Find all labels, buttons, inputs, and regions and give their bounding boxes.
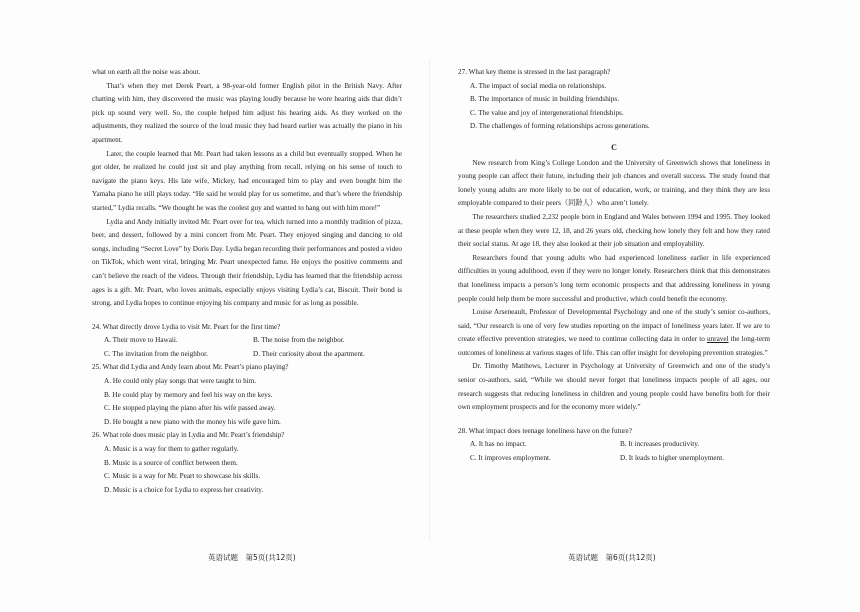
question-28 xyxy=(458,425,770,466)
options-row xyxy=(92,348,402,362)
options-row xyxy=(458,438,770,452)
question-stem: 24. What directly drove Lydia to visit Mr. Peart for the first time? xyxy=(92,322,281,331)
right-page xyxy=(458,66,770,466)
paragraph-text: Louise Arseneault, Professor of Developmental Psychology and one of the study’s senior co-authors, said, “Our research is one of very few studies reporting on the impact of loneliness years later. If we are to create effective prevention strategies, we need to continue collecting data in order to xyxy=(458,308,770,344)
option-a: A. The impact of social media on relationships. xyxy=(470,81,607,90)
option-a: A. Their move to Hawaii. xyxy=(104,336,178,345)
underlined-word: unravel xyxy=(706,335,729,344)
question-27 xyxy=(458,66,770,134)
question-25 xyxy=(92,361,402,429)
question-stem: 28. What impact does teenage loneliness have on the future? xyxy=(458,426,632,435)
options-row xyxy=(92,334,402,348)
question-stem: 26. What role does music play in Lydia and Mr. Peart’s friendship? xyxy=(92,431,285,440)
passage-paragraph: The researchers studied 2,232 people born in England and Wales between 1994 and 1995. They looked at these people when they were 12, 18, and 26 years old, checking how lonely they felt and how they rated their social status. At age 18, they also looked at their job situation and employability. xyxy=(458,212,770,249)
passage-paragraph: Lydia and Andy initially invited Mr. Peart over for tea, which turned into a monthly tradition of pizza, beer, and dessert, followed by a mini concert from Mr. Peart. They enjoyed singing and dancing to old songs, including “Secret Love” by Doris Day. Lydia began recording their performances and posted a video on TikTok, which went viral, bringing Mr. Peart unexpected fame. He enjoys the positive comments and can’t believe the reach of the videos. Through their friendship, Lydia has learned that the friendship across ages is a gift. Mr. Peart, who loves animals, especially enjoys visiting Lydia’s cat, Biscuit. Their bond is strong, and Lydia hopes to continue enjoying his company and music for as long as possible. xyxy=(92,217,402,308)
passage-paragraph: Dr. Timothy Matthews, Lecturer in Psychology at University of Greenwich and one of the study’s senior co-authors, said, “While we should never forget that loneliness impacts people of all ages, our research suggests that reducing loneliness in children and young people could have benefits both for their own employment prospects and for the economy more widely.” xyxy=(458,362,770,412)
passage-paragraph: New research from King’s College London and the University of Greenwich shows that loneliness in young people can affect their future, including their job chances and overall success. The study found that lonely young adults are more likely to be out of education, work, or training, and they think they are less employable compared to their peers（同龄人）who aren’t lonely. xyxy=(458,158,770,208)
option-d: D. Music is a choice for Lydia to express her creativity. xyxy=(104,485,264,494)
option-c: C. Music is a way for Mr. Peart to showcase his skills. xyxy=(104,472,261,481)
page-footer-left: 英语试题 第5页(共12页) xyxy=(208,553,296,562)
left-page xyxy=(92,66,402,497)
passage-paragraph: Later, the couple learned that Mr. Peart had taken lessons as a child but eventually stopped. When he got older, he realized he could just sit and play anything from recall, relying on his sense of touch to navigate the piano keys. His late wife, Mickey, had encouraged him to play and even bought him the Yamaha piano he still plays today. “He said he would play for us sometime, and that’s where the friendship started,” Lydia recalls. “We thought he was the coolest guy and wanted to hang out with him more!” xyxy=(92,149,402,212)
option-d: D. It leads to higher unemployment. xyxy=(620,454,724,463)
page-gutter xyxy=(429,60,430,540)
option-d: D. The challenges of forming relationships across generations. xyxy=(470,122,650,131)
option-a: A. He could only play songs that were taught to him. xyxy=(104,377,257,386)
passage-paragraph xyxy=(458,306,770,360)
question-stem: 25. What did Lydia and Andy learn about Mr. Peart’s piano playing? xyxy=(92,363,289,372)
question-26 xyxy=(92,429,402,497)
option-a: A. It has no impact. xyxy=(470,440,527,449)
options-row xyxy=(458,452,770,466)
option-b: B. He could play by memory and feel his way on the keys. xyxy=(104,390,273,399)
option-c: C. He stopped playing the piano after his wife passed away. xyxy=(104,404,276,413)
option-c: C. It improves employment. xyxy=(470,454,551,463)
page-footer-right: 英语试题 第6页(共12页) xyxy=(568,553,656,562)
option-c: C. The value and joy of intergenerational friendships. xyxy=(470,108,624,117)
passage-paragraph: That’s when they met Derek Peart, a 98-year-old former English pilot in the British Navy. After chatting with him, they discovered the music was playing loudly because he wore hearing aids that didn’t pick up sound very well. So, the couple helped him adjust his hearing aids. As they worked on the adjustments, they realized the source of the loud music they had heard earlier was actually the piano in his apartment. xyxy=(92,81,402,144)
option-b: B. It increases productivity. xyxy=(620,440,700,449)
question-24 xyxy=(92,321,402,362)
passage-paragraph: Researchers found that young adults who had experienced loneliness earlier in life experienced difficulties in young adulthood, even if they were no longer lonely. Researchers think that this demonstrates that loneliness impacts a person’s long term economic prospects and that addressing loneliness in young people could help them be more successful and productive, which could benefit the economy. xyxy=(458,253,770,303)
paragraph-text: the long-term outcomes of loneliness at various stages of life. This can offer insight for developing prevention strategies.” xyxy=(458,335,771,357)
passage-paragraph: what on earth all the noise was about. xyxy=(92,68,201,76)
question-stem: 27. What key theme is stressed in the last paragraph? xyxy=(458,68,611,76)
option-c: C. The invitation from the neighbor. xyxy=(104,349,208,358)
option-d: D. Their curiosity about the apartment. xyxy=(253,349,365,358)
option-a: A. Music is a way for them to gather regularly. xyxy=(104,445,239,454)
section-heading: C xyxy=(611,142,617,152)
option-d: D. He bought a new piano with the money his wife gave him. xyxy=(104,417,281,426)
option-b: B. Music is a source of conflict between them. xyxy=(104,458,238,467)
option-b: B. The noise from the neighbor. xyxy=(253,336,345,345)
option-b: B. The importance of music in building friendships. xyxy=(470,95,619,104)
